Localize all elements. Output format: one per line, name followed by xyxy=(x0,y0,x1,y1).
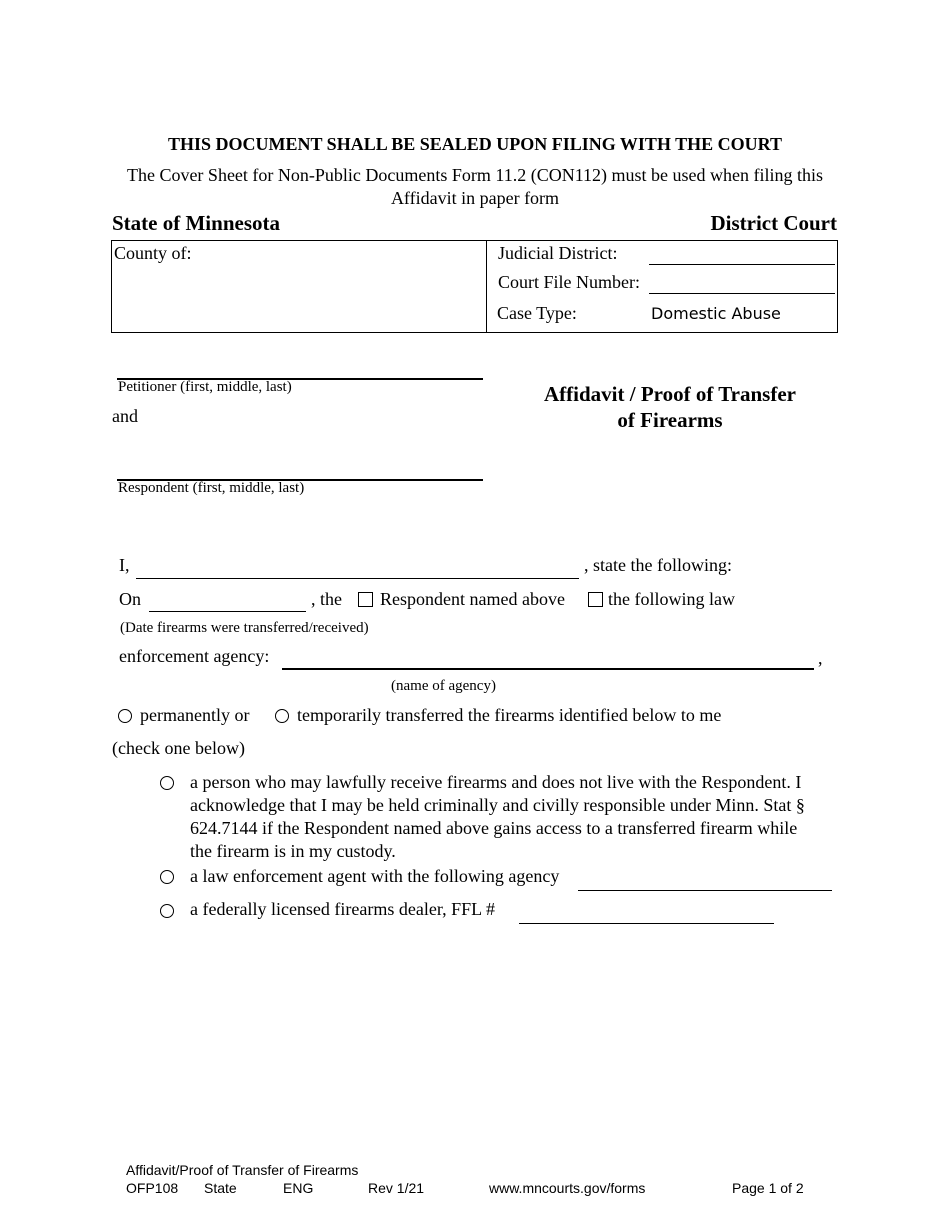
court-file-number-label: Court File Number: xyxy=(498,272,640,292)
on-label: On xyxy=(119,589,141,609)
date-hint: (Date firearms were transferred/received) xyxy=(120,620,369,636)
person-line-1: a person who may lawfully receive firearms and does not live with the Respondent. I xyxy=(190,772,802,792)
i-label: I, xyxy=(119,555,130,575)
person-radio[interactable] xyxy=(160,776,174,790)
petitioner-label: Petitioner (first, middle, last) xyxy=(118,379,292,395)
caption-divider xyxy=(486,241,487,332)
state-following-label: , state the following: xyxy=(584,555,732,575)
temporarily-radio[interactable] xyxy=(275,709,289,723)
ffl-number-field[interactable] xyxy=(519,923,774,924)
footer-language: ENG xyxy=(283,1180,314,1196)
footer-form-code: OFP108 xyxy=(126,1180,179,1196)
person-line-3: 624.7144 if the Respondent named above gains access to a transferred firearm while xyxy=(190,818,798,838)
law-option-label: the following law xyxy=(608,589,735,609)
law-agent-radio[interactable] xyxy=(160,870,174,884)
judicial-district-field[interactable] xyxy=(649,264,835,265)
case-type-label: Case Type: xyxy=(497,303,577,323)
judicial-district-label: Judicial District: xyxy=(498,243,618,263)
footer-page-number: Page 1 of 2 xyxy=(732,1180,804,1196)
cover-line-1: The Cover Sheet for Non-Public Documents Form 11.2 (CON112) must be used when filing this xyxy=(126,165,824,185)
title-line-1: Affidavit / Proof of Transfer xyxy=(544,382,796,406)
agency-name-field[interactable] xyxy=(282,668,814,670)
caption-box xyxy=(111,240,838,333)
footer-jurisdiction: State xyxy=(204,1180,237,1196)
cover-line-2: Affidavit in paper form xyxy=(390,188,560,208)
court-file-number-field[interactable] xyxy=(649,293,835,294)
agency-comma: , xyxy=(818,648,823,668)
sealed-notice: THIS DOCUMENT SHALL BE SEALED UPON FILING WITH THE COURT xyxy=(167,134,782,154)
agency-hint: (name of agency) xyxy=(391,678,496,694)
respondent-option-label: Respondent named above xyxy=(380,589,565,609)
footer-form-title: Affidavit/Proof of Transfer of Firearms xyxy=(126,1162,359,1178)
temporarily-label: temporarily transferred the firearms identified below to me xyxy=(297,705,722,725)
permanently-label: permanently or xyxy=(140,705,250,725)
county-label: County of: xyxy=(114,243,192,263)
the-label: , the xyxy=(311,589,342,609)
law-agency-checkbox[interactable] xyxy=(588,592,603,607)
check-one-label: (check one below) xyxy=(112,738,245,758)
court-label: District Court xyxy=(710,211,837,235)
cover-sheet-notice xyxy=(0,164,950,210)
footer-revision: Rev 1/21 xyxy=(368,1180,425,1196)
law-agent-label: a law enforcement agent with the following agency xyxy=(190,866,560,886)
permanently-radio[interactable] xyxy=(118,709,132,723)
document-title xyxy=(505,381,835,433)
affiant-name-field[interactable] xyxy=(136,578,579,579)
ffl-dealer-label: a federally licensed firearms dealer, FFL # xyxy=(190,899,495,919)
respondent-checkbox[interactable] xyxy=(358,592,373,607)
transfer-date-field[interactable] xyxy=(149,611,306,612)
person-line-2: acknowledge that I may be held criminally and civilly responsible under Minn. Stat § xyxy=(190,795,805,815)
state-label: State of Minnesota xyxy=(112,211,280,235)
case-type-value: Domestic Abuse xyxy=(651,304,781,323)
person-option-text xyxy=(190,771,805,863)
title-line-2: of Firearms xyxy=(617,408,723,432)
and-label: and xyxy=(112,406,138,426)
person-line-4: the firearm is in my custody. xyxy=(190,841,396,861)
law-agent-agency-field[interactable] xyxy=(578,890,832,891)
agency-label: enforcement agency: xyxy=(119,646,270,666)
footer-website: www.mncourts.gov/forms xyxy=(489,1180,646,1196)
ffl-dealer-radio[interactable] xyxy=(160,904,174,918)
respondent-label: Respondent (first, middle, last) xyxy=(118,480,305,496)
